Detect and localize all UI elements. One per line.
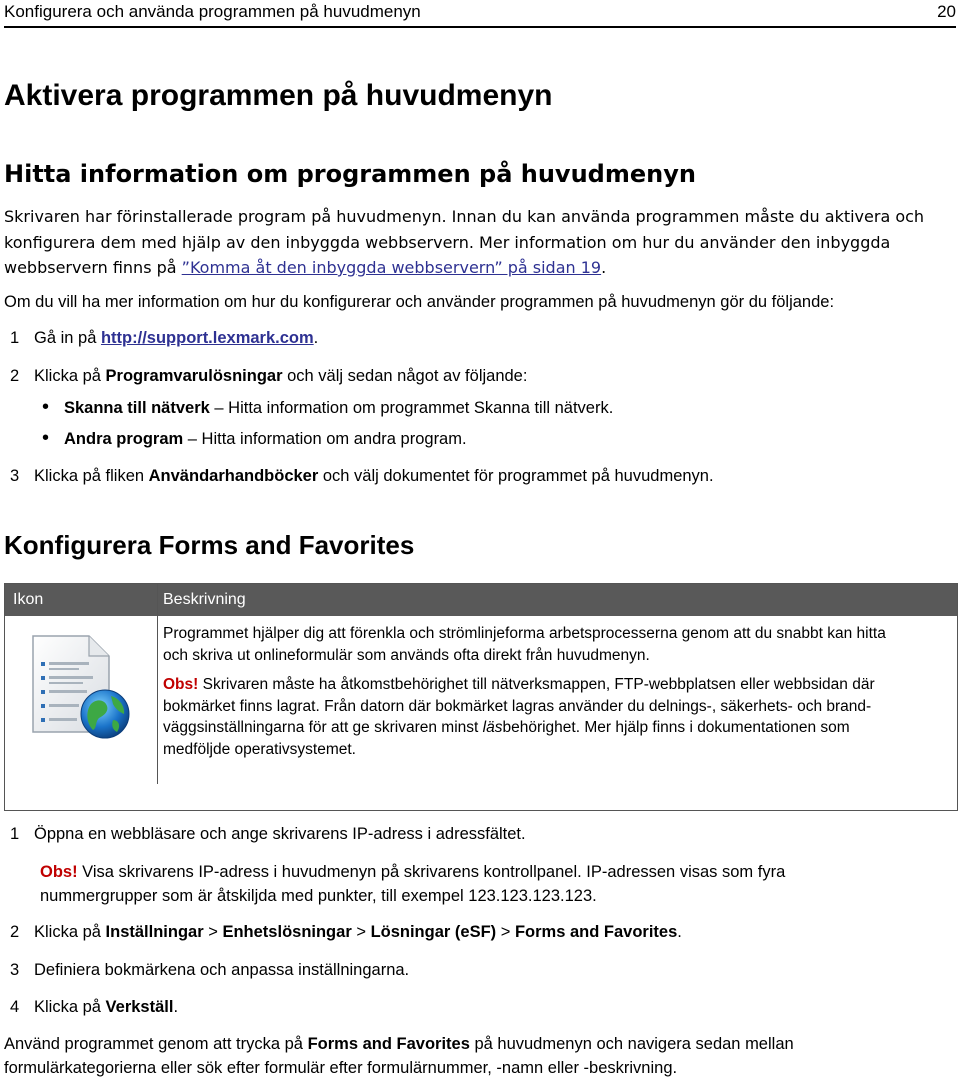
column-divider <box>157 584 158 784</box>
closing-line-1 <box>4 1032 949 1057</box>
s2-step-1-note <box>40 860 785 885</box>
table-header <box>5 584 957 616</box>
intro-line-3-post: . <box>601 258 607 277</box>
apply-label: Verkställ <box>105 998 174 1016</box>
col-icon-header: Ikon <box>13 591 44 608</box>
step-2-bold: Programvarulösningar <box>105 367 283 385</box>
s2-step-4-post: . <box>173 998 179 1016</box>
s2-step-1-text: Öppna en webbläsare och ange skrivarens IP-adress i adressfältet. <box>34 825 526 843</box>
col-desc-header: Beskrivning <box>163 591 246 608</box>
s2-step-2-number: 2 <box>10 923 20 941</box>
bullet-1 <box>42 396 613 421</box>
bullet-1-bold: Skanna till nätverk <box>64 399 210 417</box>
s2-step-2 <box>10 920 682 945</box>
s2-step-1-number: 1 <box>10 825 20 843</box>
bullet-2-text: – Hitta information om andra program. <box>183 430 467 448</box>
s2-step-1-note-line-2: nummergrupper som är åtskiljda med punkter, till exempel 123.123.123.123. <box>40 887 597 905</box>
step-3-post: och välj dokumentet för programmet på huvudmenyn. <box>318 467 714 485</box>
page-number: 20 <box>937 2 956 21</box>
note-label: Obs! <box>163 676 199 693</box>
step-1 <box>10 326 318 351</box>
web-server-link[interactable]: ”Komma åt den inbyggda webbservern” på sidan 19 <box>181 258 602 277</box>
subsection-title: Hitta information om programmen på huvudmenyn <box>4 160 696 188</box>
step-2 <box>10 364 527 389</box>
s2-step-3-number: 3 <box>10 961 20 979</box>
section-2-title: Konfigurera Forms and Favorites <box>4 530 415 560</box>
step-1-number: 1 <box>10 329 20 347</box>
s2-step-1 <box>10 822 526 847</box>
bullet-1-text: – Hitta information om programmet Skanna till nätverk. <box>209 399 614 417</box>
intro-line-3-pre: webbservern finns på <box>4 258 182 277</box>
menu-device-solutions: Enhetslösningar <box>222 923 352 941</box>
sep-3: > <box>496 923 515 941</box>
note-line-3 <box>163 717 953 739</box>
s2-step-4-number: 4 <box>10 998 20 1016</box>
support-link[interactable]: http://support.lexmark.com <box>100 329 314 347</box>
step-3-pre: Klicka på fliken <box>34 467 149 485</box>
note-text-3-post: behörighet. Mer hjälp finns i dokumentationen som <box>502 719 850 736</box>
step-3-number: 3 <box>10 467 20 485</box>
icon-description-table <box>4 583 958 811</box>
closing-line-2: formulärkategorierna eller sök efter formulär efter formulärnummer, -namn eller -beskrivning. <box>4 1059 678 1077</box>
menu-settings: Inställningar <box>105 923 204 941</box>
s2-note-line-1: Visa skrivarens IP-adress i huvudmenyn på skrivarens kontrollpanel. IP-adressen visas som fyra <box>77 863 786 881</box>
note-line-2: bokmärket finns lagrat. Från datorn där bokmärket lagras använder du delnings-, säkerhets- och brand- <box>163 698 872 715</box>
s2-step-2-post: . <box>677 923 682 941</box>
step-2-post: och välj sedan något av följande: <box>282 367 528 385</box>
intro-line-2: konfigurera dem med hjälp av den inbyggda webbservern. Mer information om hur du använder den inbyggda <box>4 233 891 252</box>
bullet-2 <box>42 427 467 452</box>
intro-line-3 <box>4 255 949 280</box>
bullet-2-bold: Andra program <box>64 430 184 448</box>
menu-solutions-esf: Lösningar (eSF) <box>370 923 497 941</box>
note-line-1 <box>163 674 953 696</box>
note-line-4: medföljde operativsystemet. <box>163 741 356 758</box>
note-text-3-pre: väggsinställningarna för att ge skrivaren minst <box>163 719 483 736</box>
s2-step-2-pre: Klicka på <box>34 923 106 941</box>
bullet-icon: • <box>42 427 50 449</box>
sep-2: > <box>351 923 371 941</box>
closing-post: på huvudmenyn och navigera sedan mellan <box>469 1035 794 1053</box>
forms-and-favorites-icon <box>27 632 135 742</box>
s2-step-3 <box>10 958 409 983</box>
s2-step-3-text: Definiera bokmärkena och anpassa inställningarna. <box>34 961 410 979</box>
note-text-3-italic: läs <box>482 719 503 736</box>
step-3-bold: Användarhandböcker <box>148 467 319 485</box>
step-3 <box>10 464 714 489</box>
sep-1: > <box>203 923 223 941</box>
page-header <box>4 0 956 28</box>
bullet-icon: • <box>42 396 50 418</box>
desc-line-2: och skriva ut onlineformulär som används ofta direkt från huvudmenyn. <box>163 647 650 664</box>
header-title: Konfigurera och använda programmen på huvudmenyn <box>4 2 421 21</box>
step-1-pre: Gå in på <box>34 329 101 347</box>
note-text-1: Skrivaren måste ha åtkomstbehörighet till nätverksmappen, FTP-webbplatsen eller webbsidan där <box>198 676 875 693</box>
intro-line-1: Skrivaren har förinstallerade program på huvudmenyn. Innan du kan använda programmen måste du aktivera och <box>4 207 925 226</box>
step-2-number: 2 <box>10 367 20 385</box>
menu-forms-favorites: Forms and Favorites <box>514 923 678 941</box>
s2-step-4 <box>10 995 178 1020</box>
lead-paragraph: Om du vill ha mer information om hur du konfigurerar och använder programmen på huvudmenyn gör du följande: <box>4 293 835 311</box>
section-title: Aktivera programmen på huvudmenyn <box>4 79 553 112</box>
closing-bold: Forms and Favorites <box>307 1035 470 1053</box>
desc-line-1: Programmet hjälper dig att förenkla och strömlinjeforma arbetsprocesserna genom att du snabbt kan hitta <box>163 625 886 642</box>
step-2-pre: Klicka på <box>34 367 106 385</box>
s2-note-label: Obs! <box>40 863 78 881</box>
closing-pre: Använd programmet genom att trycka på <box>4 1035 308 1053</box>
s2-step-4-pre: Klicka på <box>34 998 106 1016</box>
step-1-post: . <box>313 329 319 347</box>
